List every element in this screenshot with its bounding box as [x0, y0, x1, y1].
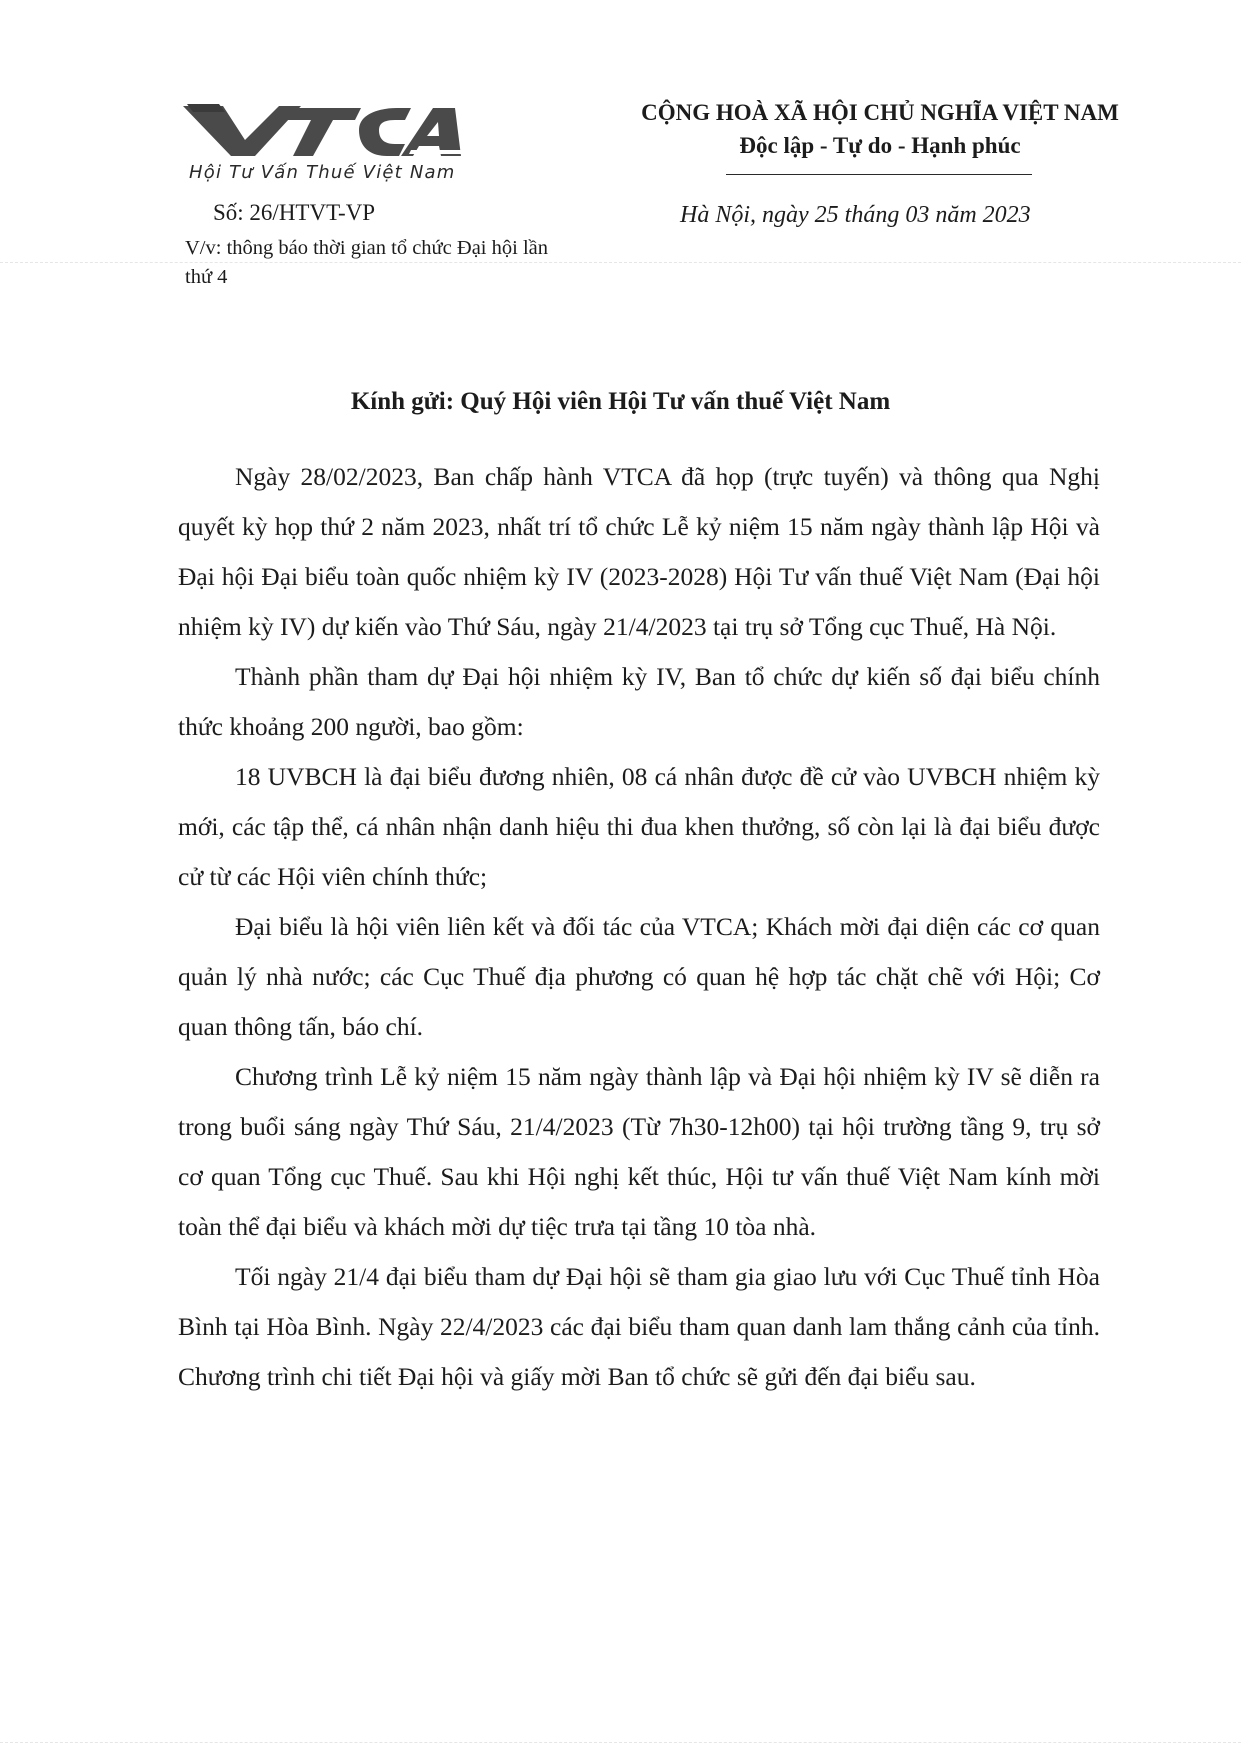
body-paragraph: 18 UVBCH là đại biểu đương nhiên, 08 cá nhân được đề cử vào UVBCH nhiệm kỳ mới, các tập thể, cá nhân nhận danh hiệu thi đua khen thưởng, số còn lại là đại biểu được cử từ các Hội viên chính thức; — [178, 762, 1100, 891]
body-paragraph: Ngày 28/02/2023, Ban chấp hành VTCA đã họp (trực tuyến) và thông qua Nghị quyết kỳ họp thứ 2 năm 2023, nhất trí tổ chức Lễ kỷ niệm 15 năm ngày thành lập Hội và Đại hội Đại biểu toàn quốc nhiệm kỳ IV (2023-2028) Hội Tư vấn thuế Việt Nam (Đại hội nhiệm kỳ IV) dự kiến vào Thứ Sáu, ngày 21/4/2023 tại trụ sở Tổng cục Thuế, Hà Nội. — [178, 462, 1100, 641]
document-number: Số: 26/HTVT-VP — [213, 200, 376, 225]
nation-title: CỘNG HOÀ XÃ HỘI CHỦ NGHĨA VIỆT NAM — [641, 100, 1119, 125]
document-subject: V/v: thông báo thời gian tổ chức Đại hội lần thứ 4 — [185, 237, 548, 288]
scan-artifact-line — [0, 1742, 1241, 1743]
body-paragraph: Đại biểu là hội viên liên kết và đối tác của VTCA; Khách mời đại diện các cơ quan quản lý nhà nước; các Cục Thuế địa phương có quan hệ hợp tác chặt chẽ với Hội; Cơ quan thông tấn, báo chí. — [178, 912, 1100, 1041]
nation-motto: Độc lập - Tự do - Hạnh phúc — [739, 133, 1021, 158]
logo-tagline: Hội Tư Vấn Thuế Việt Nam — [189, 162, 456, 183]
body-paragraph: Tối ngày 21/4 đại biểu tham dự Đại hội sẽ tham gia giao lưu với Cục Thuế tỉnh Hòa Bình tại Hòa Bình. Ngày 22/4/2023 các đại biểu tham quan danh lam thắng cảnh của tỉnh. Chương trình chi tiết Đại hội và giấy mời Ban tổ chức sẽ gửi đến đại biểu sau. — [178, 1262, 1100, 1391]
salutation: Kính gửi: Quý Hội viên Hội Tư vấn thuế Việt Nam — [350, 388, 891, 415]
place-and-date: Hà Nội, ngày 25 tháng 03 năm 2023 — [680, 202, 1031, 228]
body-paragraph: Thành phần tham dự Đại hội nhiệm kỳ IV, Ban tổ chức dự kiến số đại biểu chính thức khoảng 200 người, bao gồm: — [178, 662, 1100, 741]
vtca-logo — [183, 100, 463, 190]
body-paragraph: Chương trình Lễ kỷ niệm 15 năm ngày thành lập và Đại hội nhiệm kỳ IV sẽ diễn ra trong buổi sáng ngày Thứ Sáu, 21/4/2023 (Từ 7h30-12h00) tại hội trường tầng 9, trụ sở cơ quan Tổng cục Thuế. Sau khi Hội nghị kết thúc, Hội tư vấn thuế Việt Nam kính mời toàn thể đại biểu và khách mời dự tiệc trưa tại tầng 10 tòa nhà. — [178, 1062, 1100, 1241]
motto-underline — [726, 174, 1032, 175]
letter-body — [178, 452, 1100, 1402]
vtca-logo-icon — [183, 100, 463, 162]
